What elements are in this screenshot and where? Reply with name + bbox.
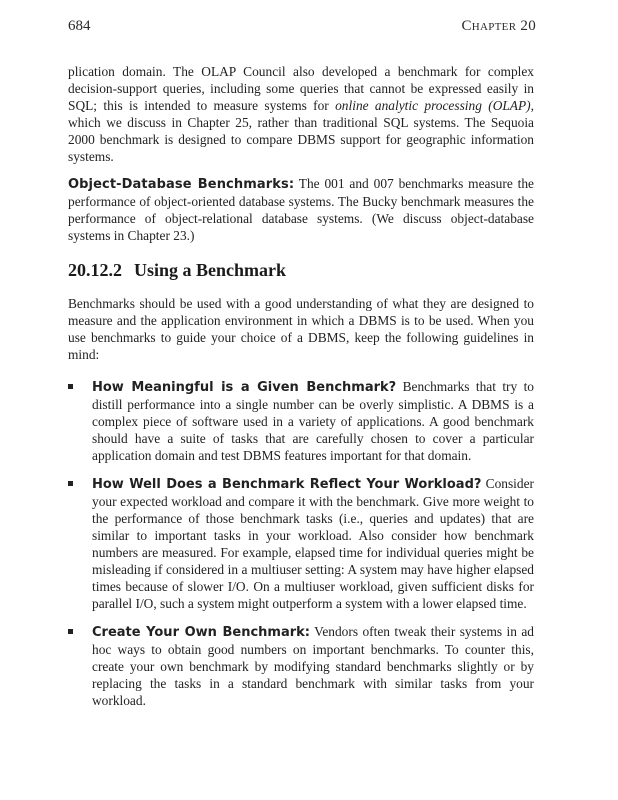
paragraph-text: , which we discuss in Chapter 25, rather than traditional SQL systems. The Sequoia 2000 benchmark is designed to compare DBMS support for geographic information systems.	[68, 98, 534, 164]
section-number: 20.12.2	[68, 260, 122, 280]
list-item-heading: Create Your Own Benchmark:	[92, 625, 310, 640]
page-number: 684	[68, 18, 91, 34]
list-item-text: Vendors often tweak their systems in ad hoc ways to obtain good numbers on important benchmarks. To counter this, create your own benchmark by modifying standard benchmarks slightly or by replacing the tasks in a standard benchmark with similar tasks from your workload.	[92, 624, 534, 708]
bullet-square-icon	[68, 481, 73, 486]
running-header-chapter: Chapter 20	[461, 18, 536, 34]
list-item	[68, 475, 534, 612]
section-heading	[68, 260, 286, 281]
list-item-text: Benchmarks that try to distill performance into a single number can be overly simplistic. A DBMS is a complex piece of software used in a variety of applications. A good benchmark should have a suite of tasks that are carefully chosen to cover a particular application domain and test DBMS features important for that domain.	[92, 379, 534, 463]
paragraph-benchmark-usage-intro: Benchmarks should be used with a good understanding of what they are designed to measure and the application environment in which a DBMS is to be used. When you use benchmarks to guide your choice of a DBMS, keep the following guidelines in mind:	[68, 296, 534, 362]
paragraph-text: plication domain. The OLAP Council also developed a benchmark for complex decision-support queries, including some queries that cannot be expressed easily in SQL; this is intended to measure systems for	[68, 64, 534, 113]
paragraph-text: The 001 and 007 benchmarks measure the performance of object-oriented database systems. The Bucky benchmark measures the performance of object-relational database systems. (We discuss object-database systems in Chapter 23.)	[68, 176, 535, 243]
emphasized-term-olap: online analytic processing (OLAP)	[335, 98, 531, 113]
paragraph-lead-heading: Object-Database Benchmarks:	[68, 177, 295, 192]
paragraph-object-database-benchmarks	[68, 175, 534, 244]
guidelines-list	[68, 378, 534, 720]
bullet-square-icon	[68, 384, 73, 389]
section-title: Using a Benchmark	[134, 260, 287, 280]
list-item	[68, 623, 534, 709]
list-item-heading: How Well Does a Benchmark Reflect Your Workload?	[92, 477, 482, 492]
list-item	[68, 378, 534, 464]
bullet-square-icon	[68, 629, 73, 634]
list-item-text: Consider your expected workload and compare it with the benchmark. Give more weight to the performance of those benchmark tasks (i.e., queries and updates) that are similar to important tasks in your workload. Also consider how benchmark numbers are measured. For example, elapsed time for individual queries might be misleading if considered in a multiuser setting: A system may have higher elapsed times because of slower I/O. On a multiuser workload, given sufficient disks for parallel I/O, such a system might outperform a system with a lower elapsed time.	[92, 476, 534, 611]
list-item-heading: How Meaningful is a Given Benchmark?	[92, 380, 397, 395]
paragraph-olap-benchmarks	[68, 63, 534, 165]
